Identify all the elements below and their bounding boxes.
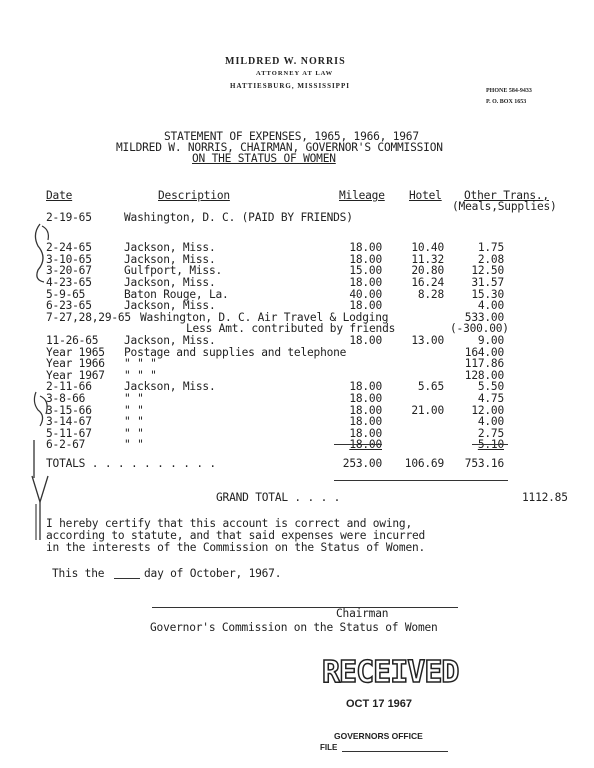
grand-total-rule	[334, 480, 508, 481]
row-mileage: 18.00	[349, 299, 382, 313]
col-header-hotel: Hotel	[409, 189, 442, 202]
letterhead-city: HATTIESBURG, MISSISSIPPI	[230, 82, 350, 90]
row-other: 4.00	[477, 415, 504, 429]
certification-line-3: in the interests of the Commission on the Status of Women.	[46, 541, 426, 554]
row-description: " " "	[124, 357, 157, 371]
row-description: " "	[124, 438, 144, 452]
row-hotel: 13.00	[411, 334, 444, 347]
row-mileage: 40.00	[349, 287, 382, 301]
certification-line-2: according to statute, and that said expenses were incurred	[46, 529, 426, 542]
statement-subtitle-2: ON THE STATUS OF WOMEN	[192, 152, 336, 165]
stamp-office: GOVERNORS OFFICE	[334, 731, 423, 741]
row-date: 3-8-66	[46, 392, 86, 405]
totals-label: TOTALS . . . . . . . . . .	[46, 457, 216, 470]
dated-prefix: This the	[52, 567, 105, 580]
row-description: Jackson, Miss.	[124, 380, 216, 394]
signature-role: Chairman	[336, 607, 389, 620]
row-description: " "	[124, 392, 144, 405]
certification-line-1: I hereby certify that this account is correct and owing,	[46, 517, 412, 530]
row-description: Washington, D. C. Air Travel & Lodging	[140, 310, 389, 324]
row-description: " " "	[124, 368, 157, 382]
col-header-date: Date	[46, 189, 73, 202]
row-other: 9.00	[477, 334, 504, 347]
row-hotel: 5.65	[417, 380, 444, 394]
row-date: 3-14-67	[46, 415, 92, 429]
total-rule-other	[472, 444, 508, 445]
row-other: 164.00	[464, 345, 504, 359]
day-blank	[114, 578, 140, 579]
row-other: 31.57	[471, 276, 504, 289]
row-mileage: 18.00	[349, 334, 382, 347]
row-description: " "	[124, 426, 144, 440]
stamp-file-line	[342, 751, 448, 752]
letterhead-phone: PHONE 584-9433	[486, 88, 532, 94]
row-description: Postage and supplies and telephone	[124, 345, 347, 359]
pen-marks	[26, 210, 66, 550]
row-date: 11-26-65	[46, 334, 99, 347]
row-hotel: 11.32	[411, 252, 444, 266]
row-date: 2-24-65	[46, 241, 92, 255]
total-rule-mileage	[334, 444, 382, 445]
dated-suffix: day of October, 1967.	[144, 567, 282, 580]
row-other: 5.50	[477, 380, 504, 394]
row-other: 4.75	[477, 392, 504, 405]
row-date: 6-23-65	[46, 299, 92, 313]
grand-total-value: 1112.85	[522, 491, 568, 504]
row-description: Washington, D. C. (PAID BY FRIENDS)	[124, 211, 353, 224]
row-description: Less Amt. contributed by friends	[186, 322, 396, 336]
stamp-date: OCT 17 1967	[346, 698, 413, 710]
row-hotel: 20.80	[411, 264, 444, 278]
row-date: 2-11-66	[46, 380, 92, 394]
row-other: 2.75	[477, 426, 504, 440]
received-stamp: RECEIVED	[322, 655, 459, 690]
row-description: Jackson, Miss.	[124, 299, 216, 313]
row-mileage: 18.00	[349, 241, 382, 255]
row-other: 12.50	[471, 264, 504, 278]
signature-line	[152, 607, 458, 608]
row-description: " "	[124, 415, 144, 429]
row-date: 3-10-65	[46, 252, 92, 266]
row-date: Year 1966	[46, 357, 105, 371]
row-other: 1.75	[477, 241, 504, 255]
row-mileage: 18.00	[349, 252, 382, 266]
col-header-other: Other Trans.,	[464, 189, 549, 202]
row-other: (-300.00)	[450, 322, 509, 336]
row-description: Jackson, Miss.	[124, 334, 216, 347]
row-hotel: 10.40	[411, 241, 444, 255]
col-header-description: Description	[158, 189, 230, 202]
row-hotel: 16.24	[411, 276, 444, 289]
statement-subtitle: MILDRED W. NORRIS, CHAIRMAN, GOVERNOR'S COMMISSION	[116, 141, 443, 154]
row-date: 2-19-65	[46, 211, 92, 224]
row-date: 3-15-66	[46, 403, 92, 417]
row-mileage: 15.00	[349, 264, 382, 278]
row-other: 4.00	[477, 299, 504, 313]
row-other: 128.00	[464, 368, 504, 382]
signature-org: Governor's Commission on the Status of Women	[150, 621, 438, 634]
totals-mileage: 253.00	[342, 457, 382, 470]
row-date: 6-2-67	[46, 438, 86, 452]
letterhead-box: P. O. BOX 1653	[486, 99, 527, 105]
row-date: 5-11-67	[46, 426, 92, 440]
row-date: 3-20-67	[46, 264, 92, 278]
stamp-file: FILE	[320, 743, 338, 752]
row-date: 7-27,28,29-65	[46, 310, 131, 324]
grand-total-label: GRAND TOTAL . . . .	[216, 491, 341, 504]
row-mileage: 18.00	[349, 276, 382, 289]
row-date: 4-23-65	[46, 276, 92, 289]
row-description: Baton Rouge, La.	[124, 287, 229, 301]
row-other: 533.00	[464, 310, 504, 324]
row-hotel: 8.28	[417, 287, 444, 301]
row-mileage: 18.00	[349, 426, 382, 440]
row-mileage: 18.00	[349, 392, 382, 405]
row-other: 12.00	[471, 403, 504, 417]
col-header-other-sub: (Meals,Supplies)	[452, 200, 557, 213]
row-date: Year 1967	[46, 368, 105, 382]
row-description: " "	[124, 403, 144, 417]
totals-other: 753.16	[464, 457, 504, 470]
row-other: 117.86	[464, 357, 504, 371]
row-other: 2.08	[477, 252, 504, 266]
row-mileage: 18.00	[349, 380, 382, 394]
row-description: Gulfport, Miss.	[124, 264, 223, 278]
row-mileage: 18.00	[349, 403, 382, 417]
statement-title: STATEMENT OF EXPENSES, 1965, 1966, 1967	[164, 130, 419, 143]
letterhead-title: ATTORNEY AT LAW	[256, 70, 334, 77]
row-description: Jackson, Miss.	[124, 241, 216, 255]
row-description: Jackson, Miss.	[124, 276, 216, 289]
letterhead-name: MILDRED W. NORRIS	[225, 56, 346, 67]
row-description: Jackson, Miss.	[124, 252, 216, 266]
row-date: Year 1965	[46, 345, 105, 359]
totals-hotel: 106.69	[404, 457, 444, 470]
row-mileage: 18.00	[349, 415, 382, 429]
row-hotel: 21.00	[411, 403, 444, 417]
row-other: 15.30	[471, 287, 504, 301]
row-date: 5-9-65	[46, 287, 86, 301]
col-header-mileage: Mileage	[339, 189, 385, 202]
